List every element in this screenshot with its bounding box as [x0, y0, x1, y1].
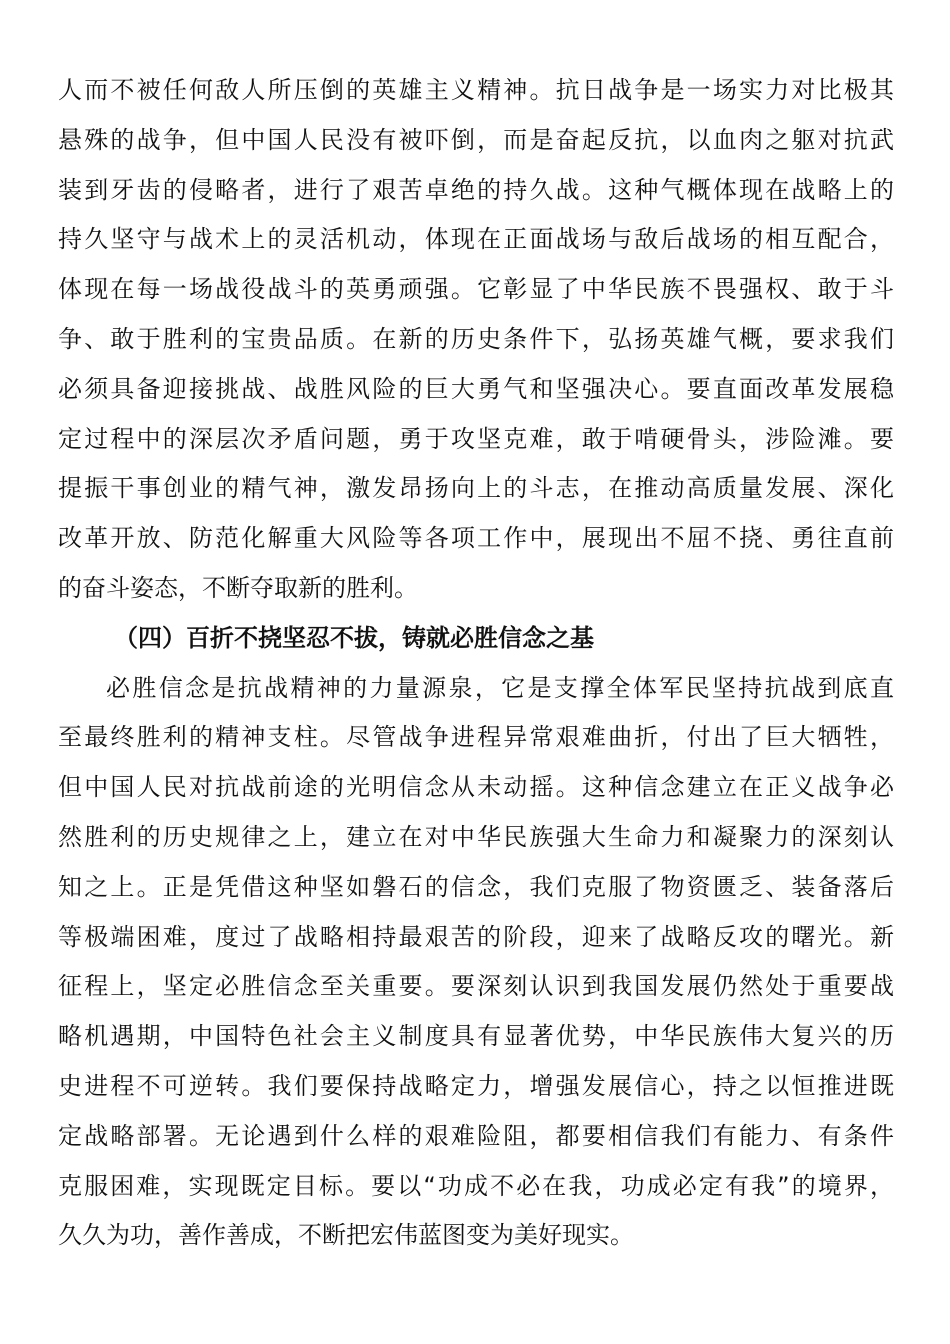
text-line: 人而不被任何敌人所压倒的英雄主义精神。抗日战争是一场实力对比极其 — [58, 76, 894, 104]
text-line: 争、敢于胜利的宝贵品质。在新的历史条件下，弘扬英雄气概，要求我们 — [58, 324, 894, 353]
text-line: 的奋斗姿态，不断夺取新的胜利。 — [58, 573, 418, 602]
text-line: 至最终胜利的精神支柱。尽管战争进程异常艰难曲折，付出了巨大牺牲， — [58, 723, 894, 752]
text-line: 装到牙齿的侵略者，进行了艰苦卓绝的持久战。这种气概体现在战略上的 — [58, 175, 894, 204]
text-line: 必胜信念是抗战精神的力量源泉，它是支撑全体军民坚持抗战到底直 — [106, 673, 894, 702]
text-line: 提振干事创业的精气神，激发昂扬向上的斗志，在推动高质量发展、深化 — [58, 474, 894, 503]
document-page — [58, 66, 894, 1261]
text-line: 久久为功，善作善成，不断把宏伟蓝图变为美好现实。 — [58, 1221, 634, 1250]
text-line: 然胜利的历史规律之上，建立在对中华民族强大生命力和凝聚力的深刻认 — [58, 822, 894, 851]
paragraph-heroism — [58, 66, 894, 614]
text-line: 必须具备迎接挑战、战胜风险的巨大勇气和坚强决心。要直面改革发展稳 — [58, 374, 894, 403]
text-line: 等极端困难，度过了战略相持最艰苦的阶段，迎来了战略反攻的曙光。新 — [58, 922, 894, 951]
text-line: 但中国人民对抗战前途的光明信念从未动摇。这种信念建立在正义战争必 — [58, 773, 894, 802]
text-line: 定战略部署。无论遇到什么样的艰难险阻，都要相信我们有能力、有条件 — [58, 1121, 894, 1150]
text-line: 知之上。正是凭借这种坚如磐石的信念，我们克服了物资匮乏、装备落后 — [58, 872, 894, 901]
text-line: 悬殊的战争，但中国人民没有被吓倒，而是奋起反抗，以血肉之躯对抗武 — [58, 125, 894, 154]
text-line: 史进程不可逆转。我们要保持战略定力，增强发展信心，持之以恒推进既 — [58, 1071, 894, 1100]
text-line: 征程上，坚定必胜信念至关重要。要深刻认识到我国发展仍然处于重要战 — [58, 972, 894, 1001]
text-line: 体现在每一场战役战斗的英勇顽强。它彰显了中华民族不畏强权、敢于斗 — [58, 275, 894, 304]
text-line: 持久坚守与战术上的灵活机动，体现在正面战场与敌后战场的相互配合， — [58, 225, 894, 254]
text-line: 定过程中的深层次矛盾问题，勇于攻坚克难，敢于啃硬骨头，涉险滩。要 — [58, 424, 894, 453]
paragraph-conviction — [58, 664, 894, 1262]
text-line: 克服困难，实现既定目标。要以“功成不必在我，功成必定有我”的境界， — [58, 1171, 894, 1200]
text-line: 改革开放、防范化解重大风险等各项工作中，展现出不屈不挠、勇往直前 — [58, 524, 894, 553]
text-line: 略机遇期，中国特色社会主义制度具有显著优势，中华民族伟大复兴的历 — [58, 1022, 894, 1051]
section-heading: （四）百折不挠坚忍不拔，铸就必胜信念之基 — [114, 623, 594, 652]
